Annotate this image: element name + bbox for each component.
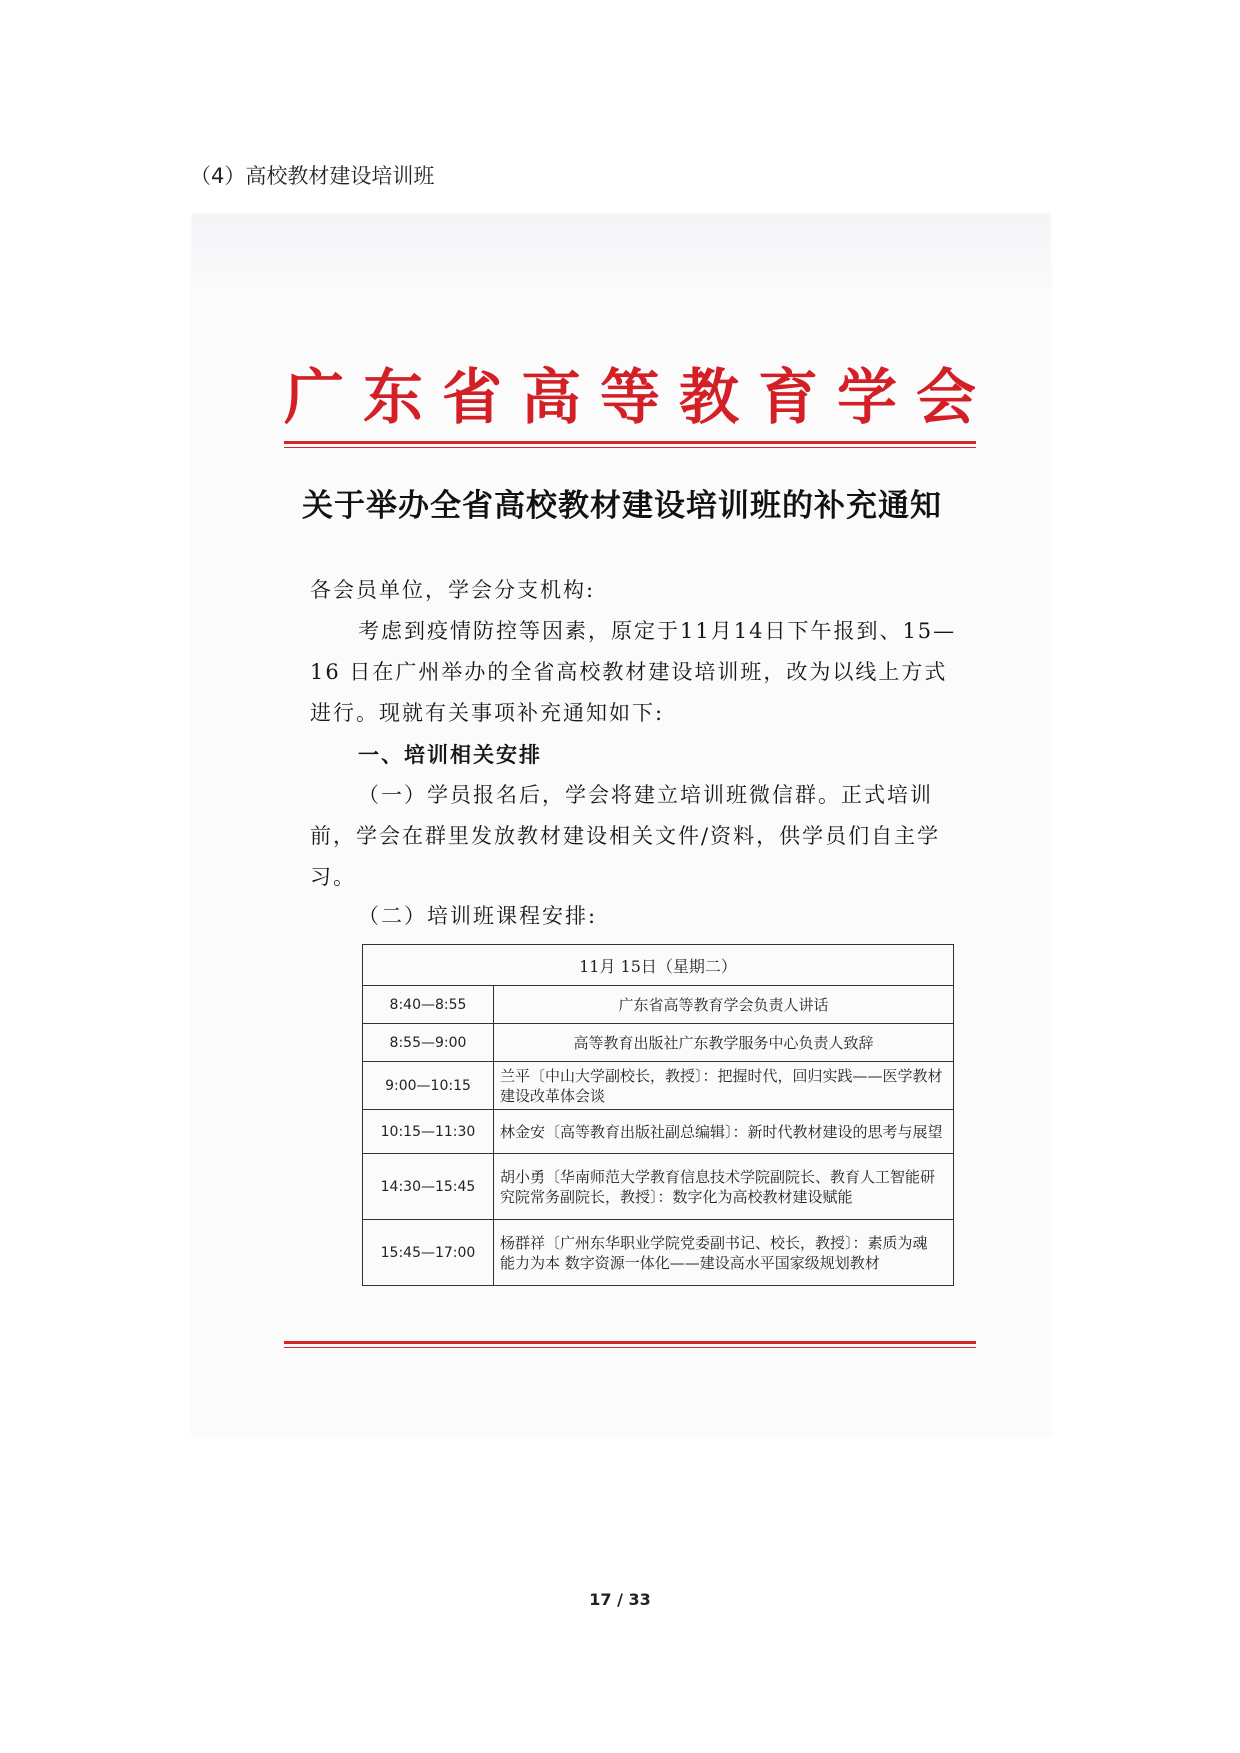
schedule-date: 11月 15日（星期二） bbox=[363, 945, 954, 986]
table-row bbox=[363, 1110, 954, 1154]
session-time: 8:40—8:55 bbox=[363, 986, 494, 1024]
session-content: 胡小勇〔华南师范大学教育信息技术学院副院长、教育人工智能研究院常务副院长，教授〕：数字化为高校教材建设赋能 bbox=[494, 1154, 954, 1220]
table-row bbox=[363, 1154, 954, 1220]
table-row bbox=[363, 1062, 954, 1110]
paragraph-intro: 考虑到疫情防控等因素，原定于11月14日下午报到、15—16 日在广州举办的全省高校教材建设培训班，改为以线上方式进行。现就有关事项补充通知如下: bbox=[310, 619, 957, 725]
notice-title: 关于举办全省高校教材建设培训班的补充通知 bbox=[302, 488, 942, 524]
org-char: 广 bbox=[284, 363, 344, 433]
schedule-table bbox=[362, 944, 954, 1286]
session-time: 8:55—9:00 bbox=[363, 1024, 494, 1062]
paragraph-schedule-intro: （二）培训班课程安排: bbox=[358, 904, 598, 928]
org-char: 育 bbox=[758, 363, 818, 433]
org-char: 学 bbox=[837, 363, 897, 433]
org-char: 高 bbox=[521, 363, 581, 433]
session-content: 广东省高等教育学会负责人讲话 bbox=[494, 986, 954, 1024]
org-char: 省 bbox=[442, 363, 502, 433]
session-time: 10:15—11:30 bbox=[363, 1110, 494, 1154]
table-header-row bbox=[363, 945, 954, 986]
heading-training-arrangements: 一、培训相关安排 bbox=[358, 742, 542, 767]
scan-top-band bbox=[192, 214, 1050, 292]
page-number: 17 / 33 bbox=[589, 1590, 651, 1609]
session-time: 14:30—15:45 bbox=[363, 1154, 494, 1220]
letterhead-rule-thick bbox=[284, 441, 976, 444]
table-row bbox=[363, 1024, 954, 1062]
salutation: 各会员单位，学会分支机构: bbox=[310, 578, 596, 602]
table-row bbox=[363, 986, 954, 1024]
org-char: 东 bbox=[363, 363, 423, 433]
session-content: 兰平〔中山大学副校长，教授〕：把握时代，回归实践——医学教材建设改革体会谈 bbox=[494, 1062, 954, 1110]
table-row bbox=[363, 1220, 954, 1286]
org-char: 会 bbox=[916, 363, 976, 433]
letterhead-rule-thin bbox=[284, 447, 976, 448]
session-content: 高等教育出版社广东教学服务中心负责人致辞 bbox=[494, 1024, 954, 1062]
footer-rule-thick bbox=[284, 1341, 976, 1344]
org-char: 教 bbox=[679, 363, 739, 433]
session-time: 9:00—10:15 bbox=[363, 1062, 494, 1110]
session-content: 林金安〔高等教育出版社副总编辑〕：新时代教材建设的思考与展望 bbox=[494, 1110, 954, 1154]
org-char: 等 bbox=[600, 363, 660, 433]
session-time: 15:45—17:00 bbox=[363, 1220, 494, 1286]
section-heading: （4）高校教材建设培训班 bbox=[190, 164, 435, 188]
org-letterhead bbox=[284, 362, 976, 434]
paragraph-wechat-group: （一）学员报名后，学会将建立培训班微信群。正式培训前，学会在群里发放教材建设相关文件/资料，供学员们自主学习。 bbox=[310, 783, 941, 889]
scanned-notice bbox=[192, 214, 1050, 1436]
footer-rule-thin bbox=[284, 1347, 976, 1348]
session-content: 杨群祥〔广州东华职业学院党委副书记、校长，教授〕：素质为魂 能力为本 数字资源一体化——建设高水平国家级规划教材 bbox=[494, 1220, 954, 1286]
